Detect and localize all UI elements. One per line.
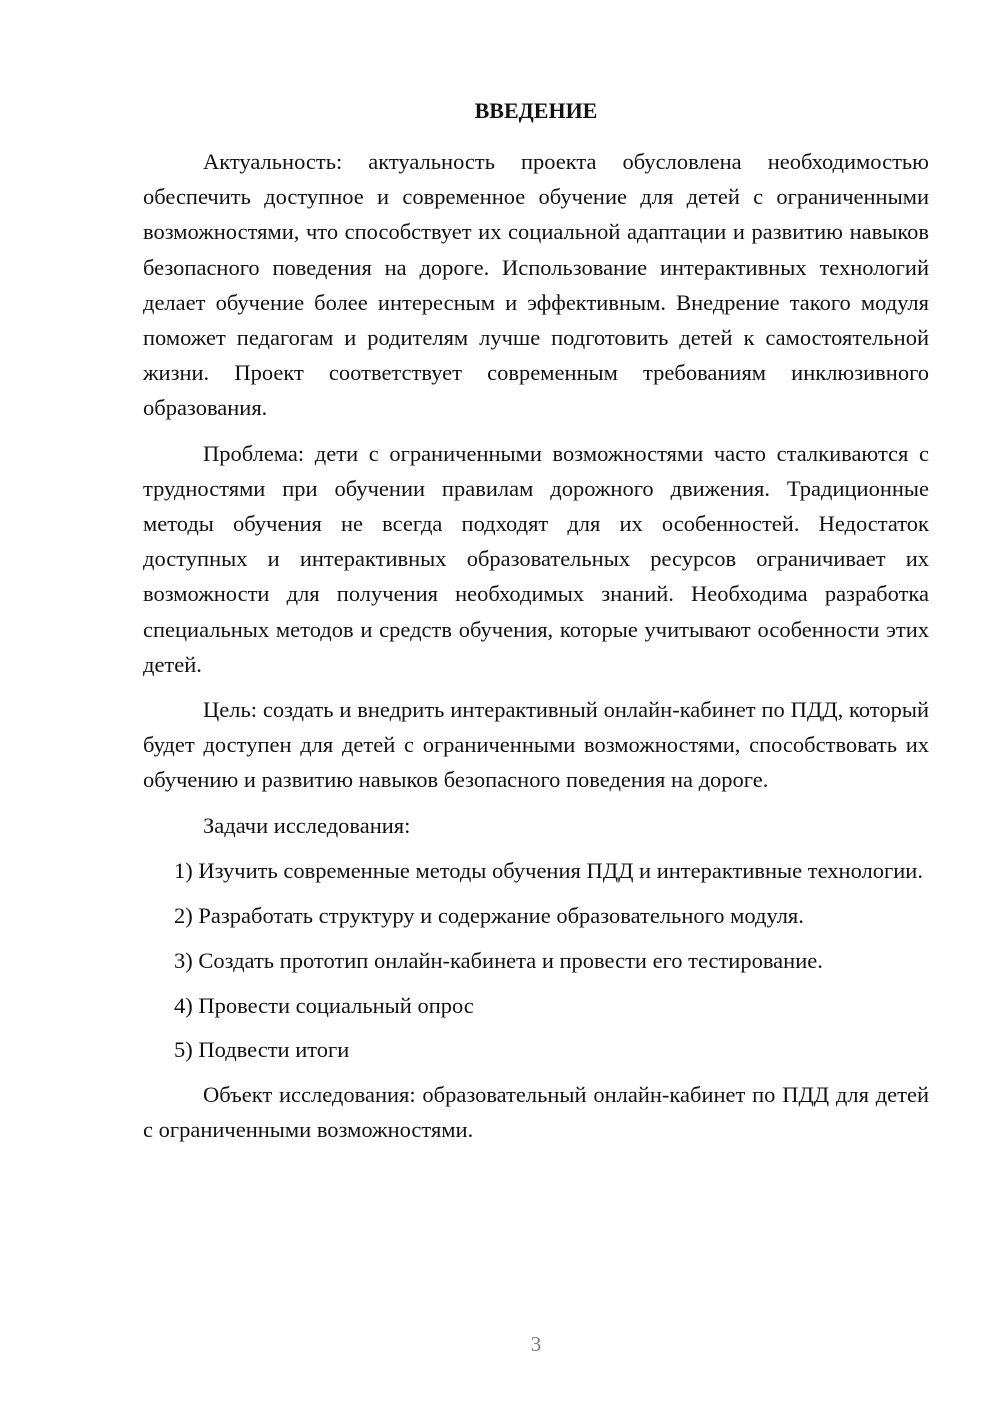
relevance-paragraph: Актуальность: актуальность проекта обусловлена необходимостью обеспечить доступное и современное обучение для детей с ограниченными возможностями, что способствует их социальной адаптации и развитию навыков безопасного поведения на дороге. Использование интерактивных технологий делает обучение более интересным и эффективным. Внедрение такого модуля поможет педагогам и родителям лучше подготовить детей к самостоятельной жизни. Проект соответствует современным требованиям инклюзивного образования. xyxy=(143,149,929,421)
page-number: 3 xyxy=(530,1332,542,1356)
task-item: 3) Создать прототип онлайн-кабинета и провести его тестирование. xyxy=(174,947,823,973)
task-item: 1) Изучить современные методы обучения ПДД и интерактивные технологии. xyxy=(174,857,923,883)
document-page xyxy=(143,96,929,1158)
tasks-list xyxy=(143,853,929,1068)
goal-paragraph: Цель: создать и внедрить интерактивный онлайн-кабинет по ПДД, который будет доступен для детей с ограниченными возможностями, способствовать их обучению и развитию навыков безопасного поведения на дороге. xyxy=(143,697,929,793)
task-item: 5) Подвести итоги xyxy=(174,1037,350,1063)
task-item: 2) Разработать структуру и содержание образовательного модуля. xyxy=(174,903,804,929)
tasks-heading: Задачи исследования: xyxy=(203,812,411,838)
page-title: ВВЕДЕНИЕ xyxy=(474,98,598,123)
problem-paragraph: Проблема: дети с ограниченными возможностями часто сталкиваются с трудностями при обучении правилам дорожного движения. Традиционные методы обучения не всегда подходят для их особенностей. Недостаток доступных и интерактивных образовательных ресурсов ограничивает их возможности для получения необходимых знаний. Необходима разработка специальных методов и средств обучения, которые учитывают особенности этих детей. xyxy=(143,440,929,677)
task-item: 4) Провести социальный опрос xyxy=(174,992,474,1018)
object-paragraph: Объект исследования: образовательный онлайн-кабинет по ПДД для детей с ограниченными возможностями. xyxy=(143,1082,929,1143)
